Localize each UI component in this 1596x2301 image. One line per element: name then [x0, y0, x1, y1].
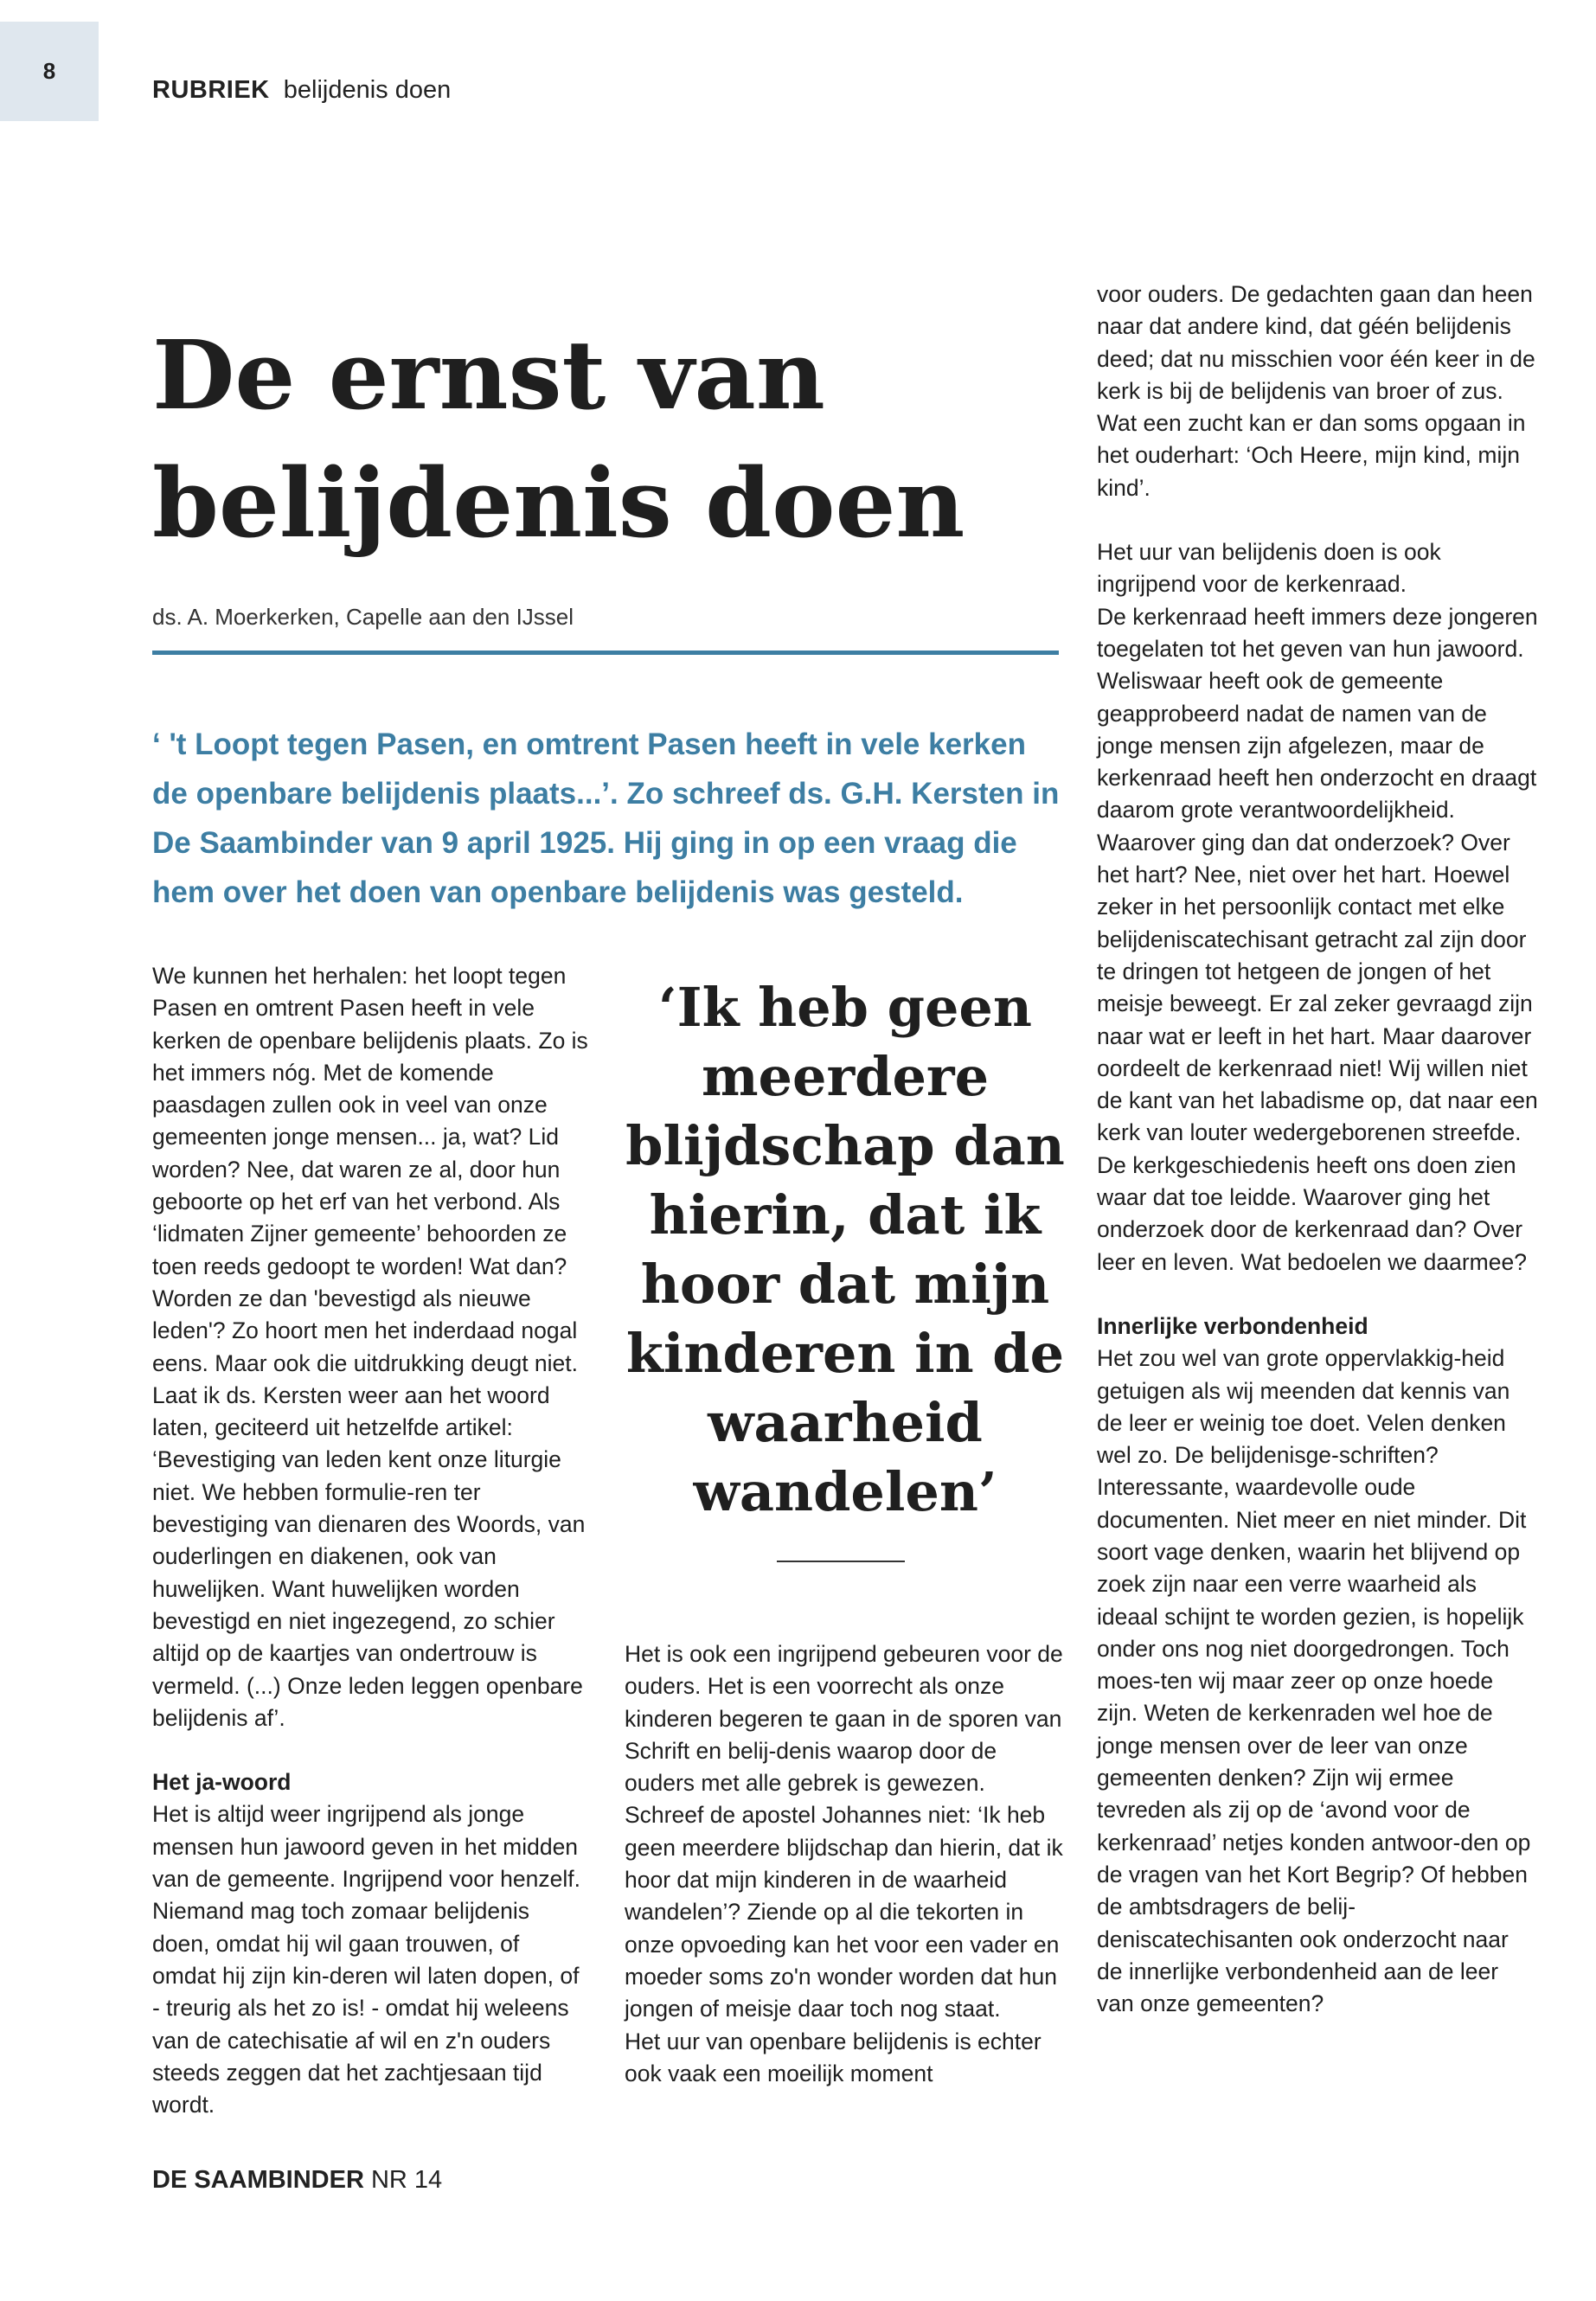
page-number: 8	[0, 22, 99, 121]
body-paragraph: We kunnen het herhalen: het loopt tegen Pasen en omtrent Pasen heeft in vele kerken de openbare belijdenis plaats. Zo is het immers nóg. Met de komende paasdagen zullen ook in veel van onze gemeenten jonge mensen... ja, wat? Lid worden? Nee, dat waren ze al, door hun geboorte op het erf van het verbond. Als ‘lidmaten Zijner gemeente’ behoorden ze toen reeds gedoopt te worden! Wat dan? Worden ze dan 'bevestigd als nieuwe leden'? Zo hoort men het inderdaad nogal eens. Maar ook die uitdrukking deugt niet. Laat ik ds. Kersten weer aan het woord laten, geciteerd uit hetzelfde artikel: ‘Bevestiging van leden kent onze liturgie niet. We hebben formulie-ren ter bevestiging van dienaren des Woords, van ouderlingen en diakenen, ook van huwelijken. Want huwelijken worden bevestigd en niet ingezegend, zo schier altijd op de kaartjes van ondertrouw is vermeld. (...) Onze leden leggen openbare belijdenis af’.	[152, 963, 588, 1731]
column-1	[152, 960, 589, 2121]
body-paragraph: Het uur van belijdenis doen is ook ingrijpend voor de kerkenraad.	[1097, 539, 1441, 598]
publication-footer	[152, 2166, 442, 2195]
issue-number: NR 14	[370, 2166, 443, 2194]
pull-quote: ‘Ik heb geen meerdere blijdschap dan hierin, dat ik hoor dat mijn kinderen in de waarheid wandelen’	[625, 976, 1065, 1523]
body-paragraph: voor ouders. De gedachten gaan dan heen naar dat andere kind, dat géén belijdenis deed; dat nu misschien voor één keer in de kerk is bij de belijdenis van broer of zus. Wat een zucht kan er dan soms opgaan in het ouderhart: ‘Och Heere, mijn kind, mijn kind’.	[1097, 281, 1535, 501]
subheading-innerlijke-verbondenheid: Innerlijke verbondenheid	[1097, 1312, 1368, 1339]
body-paragraph: Het zou wel van grote oppervlakkig-heid getuigen als wij meenden dat kennis van de leer er weinig toe doet. Velen denken wel zo. De belijdenisge-schriften? Interessante, waardevolle oude documenten. Niet meer en niet minder. Dit soort vage denken, waarin het blijvend op zoek zijn naar een verre waarheid als ideaal schijnt te worden gezien, is hopelijk onder ons nog niet doorgedrongen. Toch moes-ten wij maar zeer op onze hoede zijn. Weten de kerkenraden wel hoe de jonge mensen over de leer van onze gemeenten denken? Zijn wij ermee tevreden als zij op de ‘avond voor de kerkenraad’ netjes konden antwoor-den op de vragen van het Kort Begrip? Of hebben de ambtsdragers de belij-deniscatechisanten ook onderzocht naar de innerlijke verbondenheid aan de leer van onze gemeenten?	[1097, 1345, 1531, 2017]
body-paragraph: Het is ook een ingrijpend gebeuren voor de ouders. Het is een voorrecht als onze kinderen begeren te gaan in de sporen van Schrift en belij-denis waarop door de ouders met alle gebrek is gewezen. Schreef de apostel Johannes niet: ‘Ik heb geen meerdere blijdschap dan hierin, dat ik hoor dat mijn kinderen in de waarheid wandelen’? Ziende op al die tekorten in onze opvoeding kan het voor een vader en moeder soms zo'n wonder worden dat hun jongen of meisje daar toch nog staat.	[625, 1641, 1063, 2022]
publication-name: DE SAAMBINDER	[152, 2166, 364, 2194]
body-paragraph: Het uur van openbare belijdenis is echter ook vaak een moeilijk moment	[625, 2028, 1042, 2086]
title-line-1: De ernst van	[152, 319, 825, 431]
section-name: RUBRIEK	[152, 76, 270, 104]
pull-quote-divider	[777, 1561, 905, 1562]
title-divider	[152, 651, 1059, 655]
section-topic: belijdenis doen	[283, 76, 452, 104]
column-3	[1097, 279, 1540, 2020]
article-title	[152, 311, 1017, 567]
title-line-2: belijdenis doen	[152, 447, 965, 559]
column-2	[625, 1638, 1066, 2090]
intro-paragraph: ‘ 't Loopt tegen Pasen, en omtrent Pasen heeft in vele kerken de openbare belijdenis plaats...’. Zo schreef ds. G.H. Kersten in De Saambinder van 9 april 1925. Hij ging in op een vraag die hem over het doen van openbare belijdenis was gesteld.	[152, 727, 1060, 909]
subheading-jawoord: Het ja-woord	[152, 1769, 292, 1796]
body-paragraph: De kerkenraad heeft immers deze jongeren toegelaten tot het geven van hun jawoord. Weliswaar heeft ook de gemeente geapprobeerd nadat de namen van de jonge mensen zijn afgelezen, maar de kerkenraad heeft hen onderzocht en draagt daarom grote verantwoordelijkheid. Waarover ging dan dat onderzoek? Over het hart? Nee, niet over het hart. Hoewel zeker in het persoonlijk contact met elke belijdeniscatechisant getracht zal zijn door te dringen tot hetgeen de jongen of het meisje beweegt. Er zal zeker gevraagd zijn naar wat er leeft in het hart. Maar daarover oordeelt de kerkenraad niet! Wij willen niet de kant van het labadisme op, dat naar een kerk van louter wedergeborenen streefde. De kerkgeschiedenis heeft ons doen zien waar dat toe leidde. Waarover ging het onderzoek door de kerkenraad dan? Over leer en leven. Wat bedoelen we daarmee?	[1097, 603, 1538, 1275]
author-byline: ds. A. Moerkerken, Capelle aan den IJssel	[152, 604, 574, 630]
body-paragraph: Het is altijd weer ingrijpend als jonge mensen hun jawoord geven in het midden van de gemeente. Ingrijpend voor henzelf. Niemand mag toch zomaar belijdenis doen, omdat hij wil gaan trouwen, of omdat hij zijn kin-deren wil laten dopen, of - treurig als het zo is! - omdat hij weleens van de catechisatie af wil en z'n ouders steeds zeggen dat het zachtjesaan tijd wordt.	[152, 1801, 580, 2118]
section-label	[152, 76, 451, 105]
